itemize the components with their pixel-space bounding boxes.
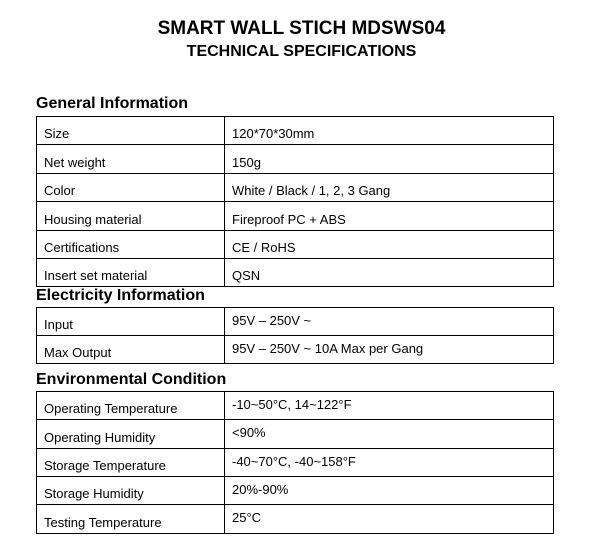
table-row bbox=[37, 449, 554, 477]
spec-value: 95V – 250V ~ 10A Max per Gang bbox=[225, 336, 554, 364]
table-row bbox=[37, 420, 554, 449]
table-row bbox=[37, 336, 554, 364]
section-heading-environmental: Environmental Condition bbox=[36, 371, 227, 388]
spec-label: Testing Temperature bbox=[37, 505, 225, 534]
table-row bbox=[37, 117, 554, 145]
electricity-information-table bbox=[36, 307, 554, 364]
spec-value: -40~70°C, -40~158°F bbox=[225, 449, 554, 477]
spec-label: Color bbox=[37, 174, 225, 202]
spec-value: White / Black / 1, 2, 3 Gang bbox=[225, 174, 554, 202]
spec-label: Net weight bbox=[37, 145, 225, 174]
spec-value: 20%-90% bbox=[225, 477, 554, 505]
spec-label: Storage Humidity bbox=[37, 477, 225, 505]
environmental-condition-table bbox=[36, 391, 554, 534]
spec-value: 25°C bbox=[225, 505, 554, 534]
table-row bbox=[37, 505, 554, 534]
spec-label: Storage Temperature bbox=[37, 449, 225, 477]
table-row bbox=[37, 477, 554, 505]
section-heading-electricity: Electricity Information bbox=[36, 287, 205, 304]
spec-label: Insert set material bbox=[37, 259, 225, 287]
general-information-table bbox=[36, 116, 554, 287]
table-row bbox=[37, 392, 554, 420]
spec-value: CE / RoHS bbox=[225, 231, 554, 259]
table-row bbox=[37, 259, 554, 287]
spec-value: <90% bbox=[225, 420, 554, 449]
spec-label: Size bbox=[37, 117, 225, 145]
spec-label: Certifications bbox=[37, 231, 225, 259]
table-row bbox=[37, 145, 554, 174]
spec-value: Fireproof PC + ABS bbox=[225, 202, 554, 231]
table-row bbox=[37, 308, 554, 336]
spec-value: 95V – 250V ~ bbox=[225, 308, 554, 336]
spec-value: -10~50°C, 14~122°F bbox=[225, 392, 554, 420]
spec-value: QSN bbox=[225, 259, 554, 287]
spec-label: Operating Temperature bbox=[37, 392, 225, 420]
spec-label: Input bbox=[37, 308, 225, 336]
document-title: SMART WALL STICH MDSWS04 bbox=[157, 18, 446, 39]
table-row bbox=[37, 174, 554, 202]
spec-label: Max Output bbox=[37, 336, 225, 364]
spec-label: Housing material bbox=[37, 202, 225, 231]
table-row bbox=[37, 202, 554, 231]
spec-value: 150g bbox=[225, 145, 554, 174]
section-heading-general: General Information bbox=[36, 95, 189, 112]
spec-value: 120*70*30mm bbox=[225, 117, 554, 145]
table-row bbox=[37, 231, 554, 259]
document-subtitle: TECHNICAL SPECIFICATIONS bbox=[186, 43, 417, 60]
spec-label: Operating Humidity bbox=[37, 420, 225, 449]
